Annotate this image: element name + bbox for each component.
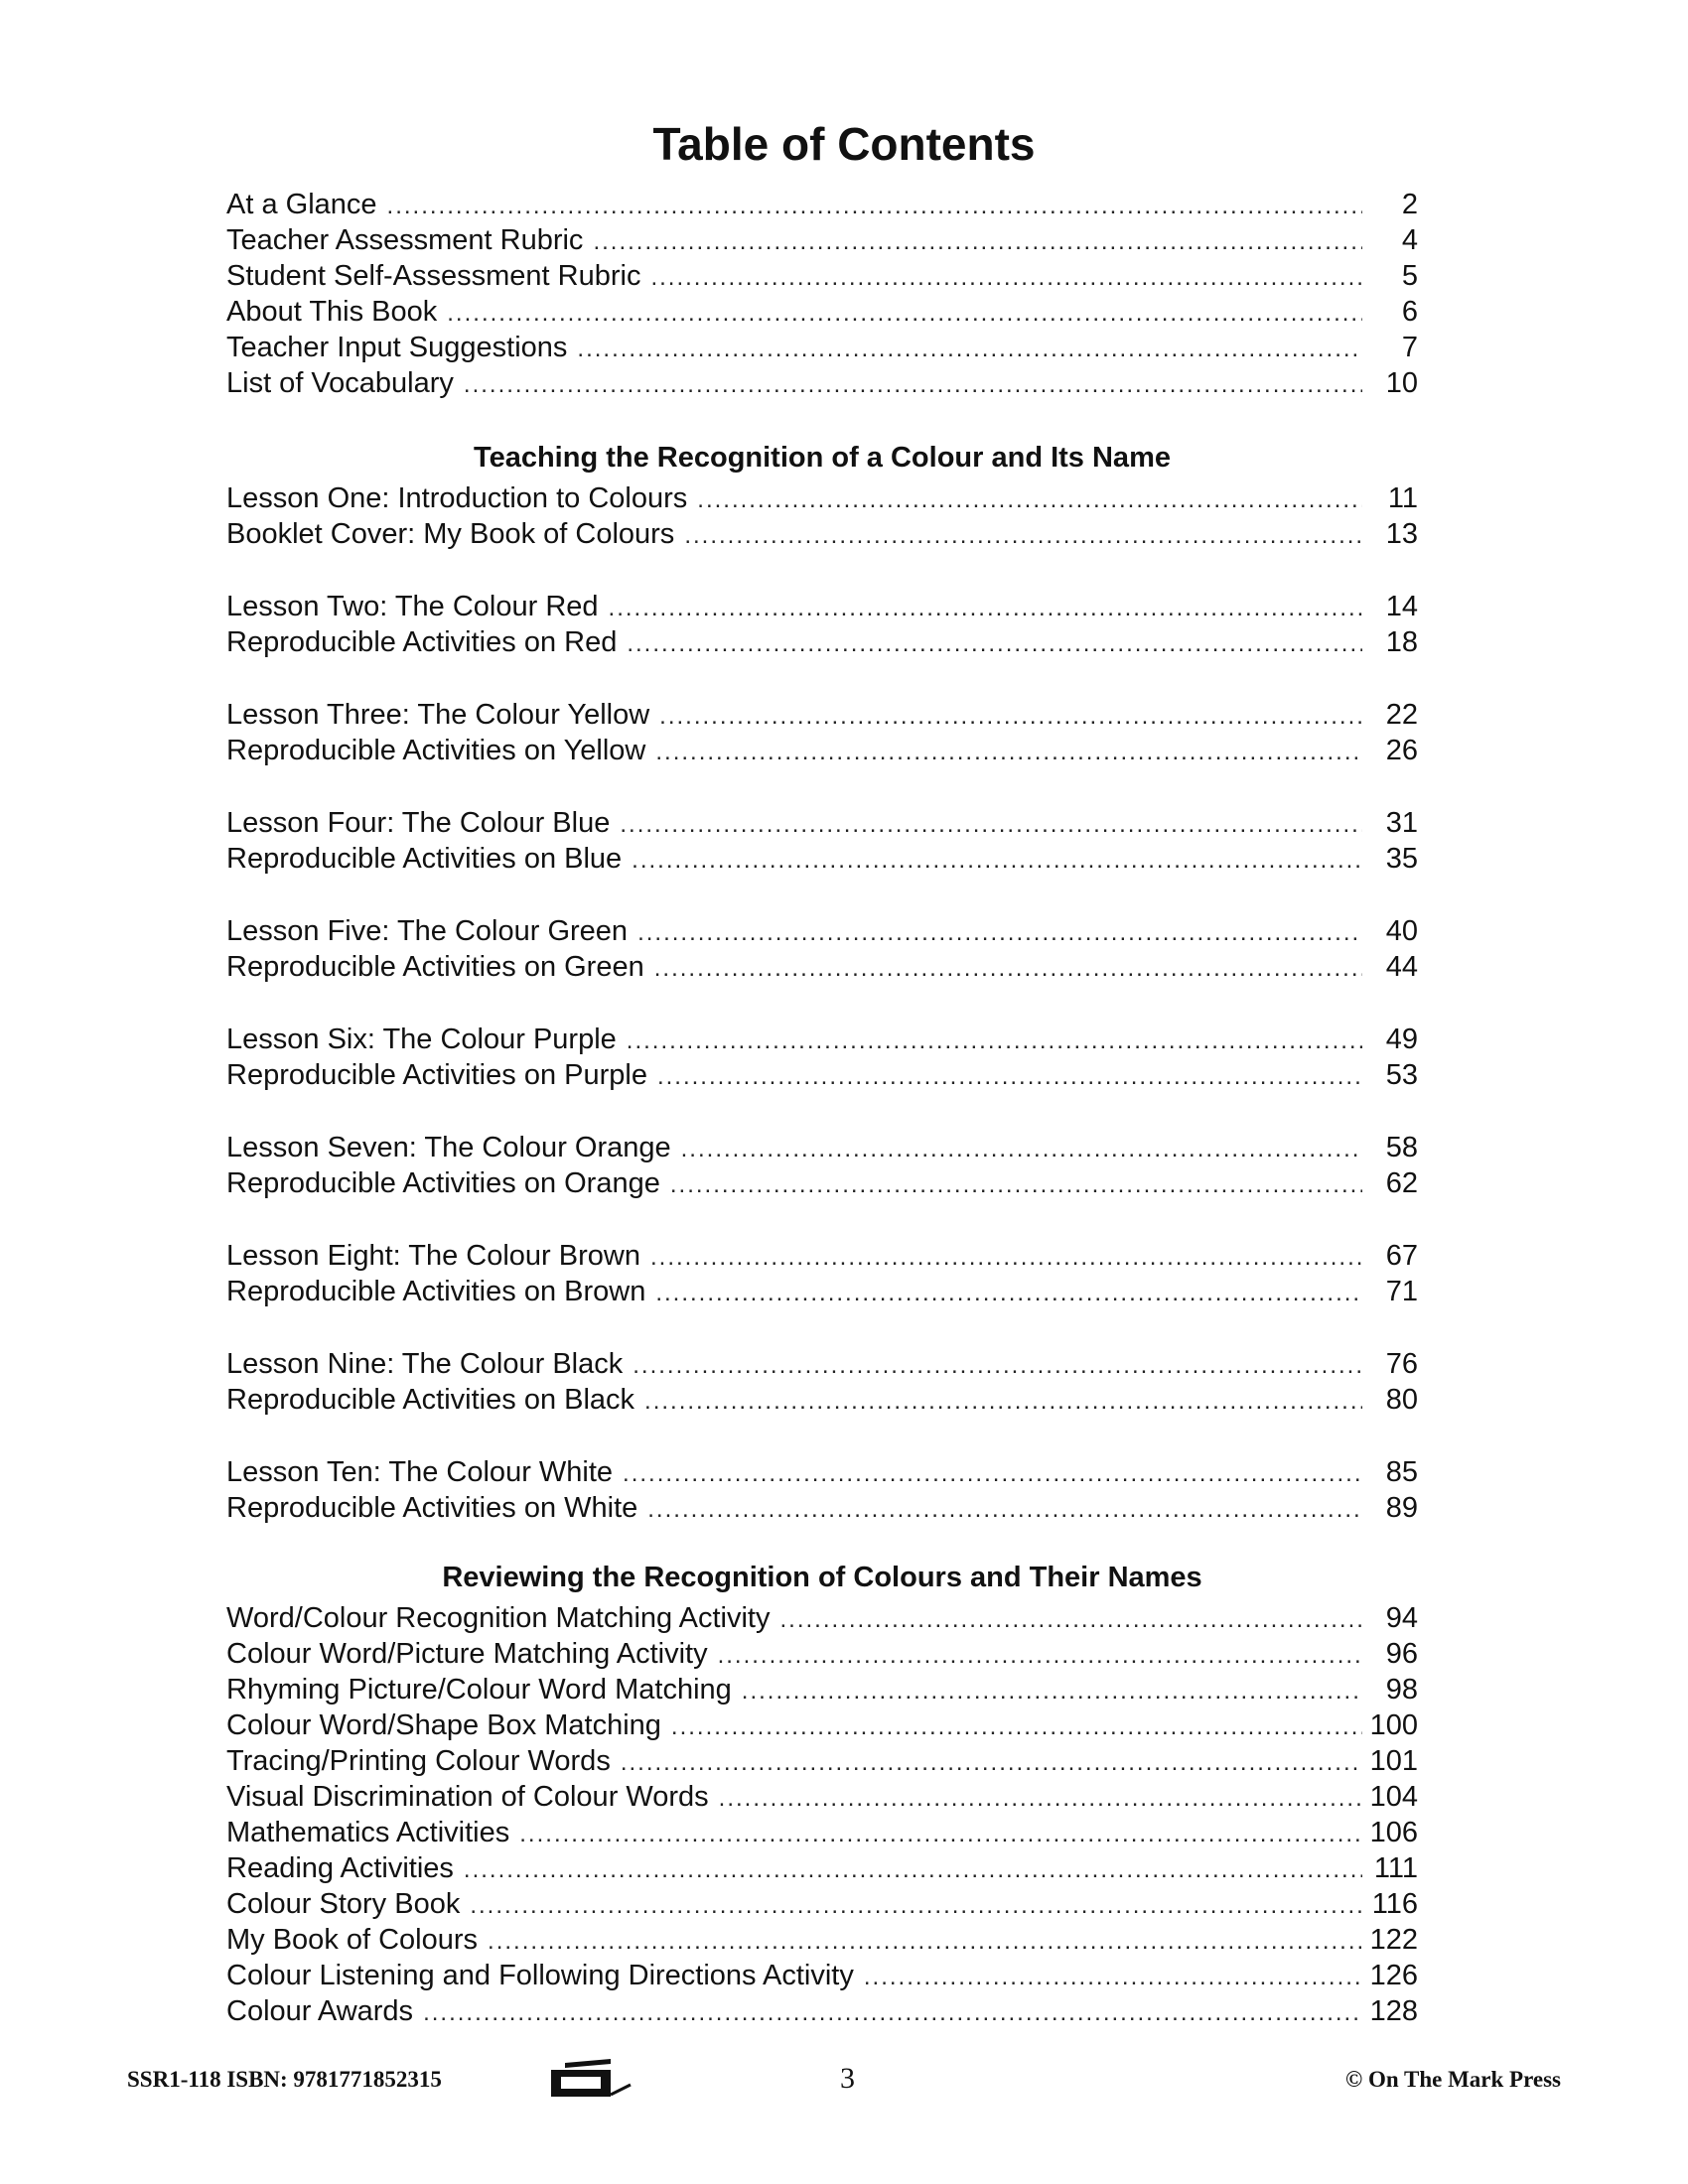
toc-entry-page: 18 [1385,626,1418,658]
toc-entry [226,1238,1418,1274]
toc-entry-title: Reproducible Activities on Red [226,626,618,658]
toc-entry-title: Colour Word/Shape Box Matching [226,1709,661,1741]
section-reviewing [226,1555,1418,2029]
dot-leader [681,1132,1362,1167]
toc-entry-page: 53 [1385,1059,1418,1091]
dot-leader [464,1852,1362,1888]
toc-entry [226,1886,1418,1922]
dot-leader [697,482,1362,518]
section-heading-reviewing: Reviewing the Recognition of Colours and Their Names [442,1562,1202,1593]
section-heading-teaching: Teaching the Recognition of a Colour and Its Name [474,442,1171,474]
toc-entry-page: 94 [1385,1602,1418,1634]
group-spacer [226,877,1418,913]
toc-entry [226,516,1418,552]
page-title: Table of Contents [652,118,1036,170]
dot-leader [577,332,1362,367]
toc-entry-title: At a Glance [226,189,377,220]
group-spacer [226,768,1418,805]
toc-entry-page: 11 [1387,482,1418,514]
toc-entry [226,365,1418,401]
toc-entry [226,258,1418,294]
toc-entry-page: 98 [1385,1674,1418,1706]
dot-leader [423,1995,1362,2031]
toc-entry [226,1454,1418,1490]
group-spacer [226,985,1418,1022]
front-matter-list [226,187,1418,401]
toc-entry-title: Reproducible Activities on Green [226,951,644,983]
toc-entry [226,1130,1418,1165]
toc-entry-page: 10 [1385,367,1418,399]
toc-entry-page: 100 [1369,1709,1418,1741]
toc-entry [226,480,1418,516]
toc-entry-page: 101 [1369,1745,1418,1777]
toc-entry [226,1815,1418,1850]
toc-entry [226,589,1418,624]
group-spacer [226,1309,1418,1346]
toc-entry-page: 116 [1371,1888,1418,1920]
toc-entry [226,1490,1418,1526]
toc-entry [226,1600,1418,1636]
section-reviewing-entries [226,1600,1418,2029]
dot-leader [644,1384,1362,1420]
toc-entry [226,1707,1418,1743]
toc-entry-title: Lesson Six: The Colour Purple [226,1024,617,1055]
toc-entry [226,1057,1418,1093]
dot-leader [627,626,1362,662]
toc-entry-page: 89 [1385,1492,1418,1524]
toc-entry-title: Visual Discrimination of Colour Words [226,1781,709,1813]
toc-entry [226,1922,1418,1958]
group-spacer [226,1418,1418,1454]
toc-entry-title: Teacher Assessment Rubric [226,224,584,256]
toc-entry-page: 76 [1385,1348,1418,1380]
toc-entry-title: List of Vocabulary [226,367,454,399]
toc-entry-title: Teacher Input Suggestions [226,332,568,363]
toc-entry [226,1672,1418,1707]
group-spacer [226,1093,1418,1130]
toc-entry-page: 106 [1369,1817,1418,1848]
page-footer [127,2059,1561,2099]
dot-leader [780,1602,1363,1638]
footer-copyright: © On The Mark Press [1345,2067,1561,2092]
toc-entry-title: My Book of Colours [226,1924,479,1956]
toc-entry-title: Colour Listening and Following Directions Activity [226,1960,854,1991]
toc-entry-title: Reproducible Activities on Orange [226,1167,660,1199]
dot-leader [387,189,1362,224]
dot-leader [670,1167,1362,1203]
toc-entry [226,1958,1418,1993]
toc-entry-page: 128 [1369,1995,1418,2027]
group-spacer [226,1201,1418,1238]
toc-entry [226,1022,1418,1057]
toc-entry-title: Colour Story Book [226,1888,461,1920]
toc-entry [226,841,1418,877]
toc-entry-title: Reproducible Activities on Purple [226,1059,647,1091]
toc-entry-title: Lesson Two: The Colour Red [226,591,599,622]
dot-leader [742,1674,1362,1709]
dot-leader [627,1024,1362,1059]
dot-leader [659,699,1362,735]
toc-entry-title: Reproducible Activities on Yellow [226,735,646,766]
toc-entry-page: 71 [1385,1276,1418,1307]
toc-entry-title: Booklet Cover: My Book of Colours [226,518,675,550]
toc-entry-page: 96 [1385,1638,1418,1670]
toc-entry [226,1993,1418,2029]
dot-leader [620,807,1362,843]
toc-entry-page: 85 [1385,1456,1418,1488]
toc-entry-title: Lesson One: Introduction to Colours [226,482,688,514]
footer-book-code: SSR1-118 ISBN: 9781771852315 [127,2067,442,2092]
toc-entry-title: Reproducible Activities on White [226,1492,638,1524]
dot-leader [519,1817,1362,1852]
toc-entry-page: 7 [1401,332,1418,363]
toc-entry [226,1779,1418,1815]
toc-entry-title: Lesson Eight: The Colour Brown [226,1240,640,1272]
dot-leader [718,1638,1362,1674]
toc-entry-title: Lesson Seven: The Colour Orange [226,1132,671,1163]
toc-entry-title: Reproducible Activities on Brown [226,1276,646,1307]
toc-entry-page: 5 [1401,260,1418,292]
dot-leader [671,1709,1362,1745]
dot-leader [447,296,1362,332]
toc-entry-page: 13 [1385,518,1418,550]
dot-leader [470,1888,1362,1924]
dot-leader [864,1960,1362,1995]
toc-entry-title: About This Book [226,296,438,328]
dot-leader [593,224,1362,260]
toc-entry-title: Lesson Ten: The Colour White [226,1456,614,1488]
dot-leader [637,915,1362,951]
toc-entry-page: 62 [1385,1167,1418,1199]
toc-entry [226,1636,1418,1672]
toc-entry-page: 126 [1369,1960,1418,1991]
toc-entry [226,294,1418,330]
toc-entry-page: 14 [1385,591,1418,622]
dot-leader [684,518,1362,554]
toc-entry-page: 104 [1369,1781,1418,1813]
toc-entry-title: Colour Awards [226,1995,414,2027]
publisher-logo-icon [549,2059,633,2105]
toc-entry-title: Lesson Five: The Colour Green [226,915,629,947]
toc-entry [226,1850,1418,1886]
toc-entry-page: 44 [1385,951,1418,983]
toc-entry [226,805,1418,841]
toc-entry-page: 2 [1401,189,1418,220]
dot-leader [632,843,1362,879]
toc-entry [226,330,1418,365]
dot-leader [655,1276,1362,1311]
toc-entry [226,949,1418,985]
toc-entry [226,1346,1418,1382]
toc-entry-page: 122 [1369,1924,1418,1956]
toc-entry [226,913,1418,949]
dot-leader [623,1456,1362,1492]
footer-page-number: 3 [840,2062,855,2095]
toc-entry [226,1165,1418,1201]
toc-entry-page: 67 [1385,1240,1418,1272]
toc-entry-title: Reproducible Activities on Blue [226,843,623,875]
toc-entry [226,624,1418,660]
toc-entry [226,733,1418,768]
toc-entry-title: Reproducible Activities on Black [226,1384,635,1416]
toc-entry-page: 35 [1385,843,1418,875]
toc-entry [226,697,1418,733]
dot-leader [464,367,1362,403]
section-teaching-entries [226,480,1418,1526]
toc-entry-title: Lesson Nine: The Colour Black [226,1348,624,1380]
toc-entry [226,1382,1418,1418]
group-spacer [226,660,1418,697]
dot-leader [633,1348,1362,1384]
toc-entry [226,1274,1418,1309]
dot-leader [654,951,1362,987]
section-teaching [226,435,1418,1526]
toc-entry-page: 80 [1385,1384,1418,1416]
dot-leader [621,1745,1362,1781]
dot-leader [719,1781,1362,1817]
toc-entry-page: 22 [1385,699,1418,731]
toc-entry-page: 40 [1385,915,1418,947]
toc-entry-title: Colour Word/Picture Matching Activity [226,1638,708,1670]
dot-leader [655,735,1362,770]
dot-leader [650,1240,1362,1276]
dot-leader [650,260,1362,296]
toc-entry [226,222,1418,258]
toc-entry-title: Lesson Four: The Colour Blue [226,807,611,839]
dot-leader [609,591,1362,626]
dot-leader [647,1492,1362,1528]
group-spacer [226,552,1418,589]
toc-entry [226,1743,1418,1779]
toc-entry [226,187,1418,222]
toc-entry-title: Lesson Three: The Colour Yellow [226,699,650,731]
toc-entry-page: 31 [1385,807,1418,839]
toc-entry-title: Rhyming Picture/Colour Word Matching [226,1674,732,1706]
toc-entry-page: 6 [1401,296,1418,328]
toc-entry-page: 111 [1373,1852,1418,1884]
toc-entry-title: Word/Colour Recognition Matching Activity [226,1602,771,1634]
dot-leader [657,1059,1362,1095]
toc-entry-title: Student Self-Assessment Rubric [226,260,641,292]
toc-entry-page: 49 [1385,1024,1418,1055]
dot-leader [488,1924,1362,1960]
toc-entry-title: Mathematics Activities [226,1817,510,1848]
toc-entry-title: Tracing/Printing Colour Words [226,1745,611,1777]
toc-entry-title: Reading Activities [226,1852,454,1884]
toc-entry-page: 58 [1385,1132,1418,1163]
toc-entry-page: 4 [1401,224,1418,256]
toc-entry-page: 26 [1385,735,1418,766]
